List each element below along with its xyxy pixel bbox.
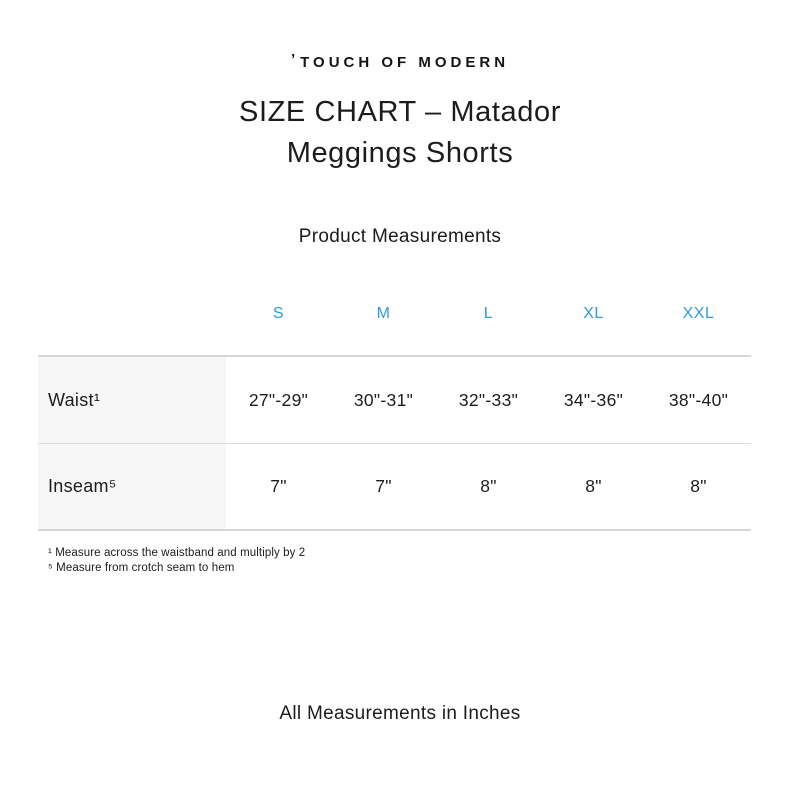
size-column-header-xxl: XXL: [682, 305, 715, 322]
size-column-header-s: S: [272, 305, 285, 322]
inseam-value-s: 7": [270, 476, 287, 496]
size-column-header-xl: XL: [583, 305, 604, 322]
table-row-waist: [38, 357, 751, 443]
page-title-line-2: Meggings Shorts: [286, 137, 514, 169]
logo-text: TOUCH OF MODERN: [300, 54, 510, 71]
section-subtitle: Product Measurements: [298, 226, 502, 247]
row-label-inseam: Inseam⁵: [38, 444, 226, 529]
row-label-waist: Waist¹: [38, 357, 226, 443]
waist-value-xl: 34"-36": [563, 389, 624, 410]
size-column-header-m: M: [376, 305, 391, 322]
touch-of-modern-logo: [290, 51, 510, 71]
table-row-inseam: [38, 443, 751, 529]
inseam-value-m: 7": [375, 476, 392, 496]
units-note: All Measurements in Inches: [279, 703, 521, 724]
table-body: [38, 355, 751, 531]
waist-value-l: 32"-33": [458, 389, 519, 410]
page-title: [0, 92, 800, 174]
measurements-table: [38, 304, 751, 531]
page-title-line-1: SIZE CHART – Matador: [239, 96, 561, 128]
brand-header: [0, 0, 800, 72]
waist-value-s: 27"-29": [248, 389, 309, 410]
inseam-value-xl: 8": [585, 476, 602, 496]
footnote-inseam: ⁵ Measure from crotch seam to hem: [48, 561, 235, 574]
footnotes: [48, 546, 800, 575]
inseam-value-l: 8": [480, 476, 497, 496]
logo-apostrophe-mark: ’: [290, 51, 300, 68]
waist-value-m: 30"-31": [353, 389, 414, 410]
footnote-waist: ¹ Measure across the waistband and multiply by 2: [48, 547, 306, 559]
inseam-value-xxl: 8": [690, 476, 707, 496]
waist-value-xxl: 38"-40": [668, 389, 729, 410]
size-header-row: [38, 304, 751, 324]
size-column-header-l: L: [483, 305, 494, 322]
